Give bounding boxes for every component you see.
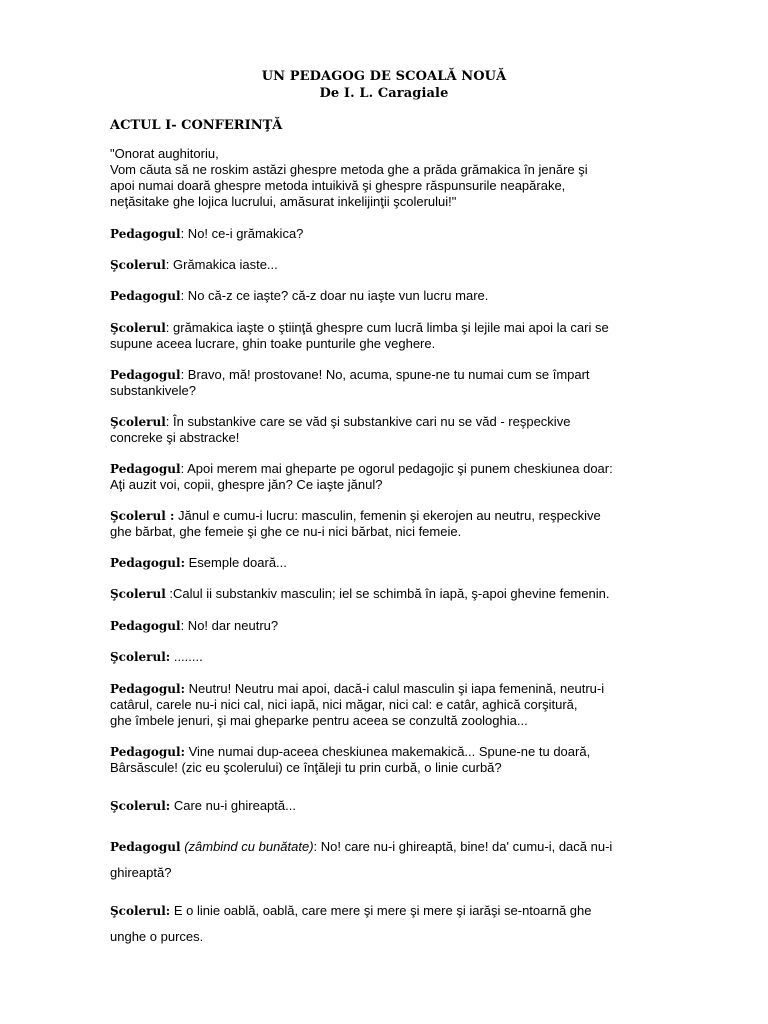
dialogue-text: Aţi auzit voi, copii, ghespre jăn? Ce iaşte jănul? <box>110 477 383 492</box>
dialogue-line-6 <box>110 414 710 446</box>
dialogue-line-13 <box>110 681 710 729</box>
speaker-label: Şcolerul <box>110 258 166 272</box>
dialogue-text: unghe o purces. <box>110 929 204 944</box>
dialogue-line-4 <box>110 320 710 352</box>
dialogue-text: : No că-z ce iaşte? că-z doar nu iaşte vun lucru mare. <box>180 288 489 303</box>
dialogue-line-12 <box>110 649 710 665</box>
dialogue-text: : În substankive care se văd şi substankive cari nu se văd - reşpeckive <box>165 414 571 429</box>
dialogue-text: ghe îmbele jenuri, şi mai gheparke pentru aceea se conzultă zoologhia... <box>110 713 528 728</box>
dialogue-text: Jănul e cumu-i lucru: masculin, femenin şi ekerojen au neutru, reşpeckive <box>174 508 601 523</box>
dialogue-text: ghe bărbat, ghe femeie şi ghe ce nu-i nici bărbat, nici femeie. <box>110 524 462 539</box>
dialogue-text: : Apoi merem mai gheparte pe ogorul pedagojic şi punem cheskiunea doar: <box>180 461 613 476</box>
dialogue-text: supune aceea lucrare, ghin toake punturile ghe veghere. <box>110 336 436 351</box>
speaker-label: Şcolerul <box>110 415 166 429</box>
speaker-label: Şcolerul <box>110 587 166 601</box>
dialogue-text: Neutru! Neutru mai apoi, dacă-i calul masculin şi iapa femenină, neutru-i <box>185 681 605 696</box>
dialogue-text: substankivele? <box>110 383 196 398</box>
dialogue-line-17 <box>110 898 710 949</box>
dialogue-line-3 <box>110 288 710 304</box>
dialogue-line-5 <box>110 367 710 399</box>
dialogue-line-1 <box>110 226 710 242</box>
dialogue-text: : No! care nu-i ghireaptă, bine! da' cumu-i, dacă nu-i <box>313 839 613 854</box>
speaker-label: Pedagogul <box>110 462 181 476</box>
dialogue-text: concreke şi abstracke! <box>110 430 240 445</box>
dialogue-line-2 <box>110 257 710 273</box>
speaker-label: Pedagogul <box>110 368 181 382</box>
act-heading: ACTUL I- CONFERINŢĂ <box>110 118 283 133</box>
stage-direction: (zâmbind cu bunătate) <box>180 839 314 854</box>
speaker-label: Pedagogul: <box>110 745 185 759</box>
dialogue-text: : Bravo, mă! prostovane! No, acuma, spune-ne tu numai cum se împart <box>180 367 590 382</box>
dialogue-line-8 <box>110 508 710 540</box>
dialogue-line-14 <box>110 744 710 776</box>
dialogue-text: : grămakica iaşte o ştiinţă ghespre cum lucră limba şi lejile mai apoi la cari se <box>165 320 609 335</box>
document-author: De I. L. Caragiale <box>319 86 449 101</box>
dialogue-text: :Calul ii substankiv masculin; iel se schimbă în iapă, ş-apoi ghevine femenin. <box>165 586 610 601</box>
speaker-label: Pedagogul <box>110 227 181 241</box>
dialogue-text: Esemple doară... <box>185 555 287 570</box>
dialogue-text: Bârsăscule! (zic eu şcolerului) ce înţăleji tu prin curbă, o linie curbă? <box>110 760 502 775</box>
speaker-label: Pedagogul <box>110 840 181 854</box>
speaker-label: Pedagogul <box>110 289 181 303</box>
intro-line: neţăsitake ghe lojica lucrului, amăsurat inkelijinţii şcolerului!" <box>110 194 457 209</box>
intro-line: "Onorat aughitoriu, <box>110 146 219 161</box>
dialogue-text: ghireaptă? <box>110 865 172 880</box>
speaker-label: Şcolerul: <box>110 799 171 813</box>
dialogue-line-15 <box>110 798 710 814</box>
dialogue-line-7 <box>110 461 710 493</box>
dialogue-line-16 <box>110 834 710 885</box>
dialogue-line-9 <box>110 555 710 571</box>
dialogue-text: E o linie oablă, oablă, care mere şi mere şi mere şi iarăşi se-ntoarnă ghe <box>170 903 592 918</box>
intro-paragraph <box>110 146 710 210</box>
dialogue-text: : Grămakica iaste... <box>165 257 278 272</box>
dialogue-text: : No! ce-i grămakica? <box>180 226 304 241</box>
dialogue-text: ........ <box>170 649 203 664</box>
speaker-label: Şcolerul : <box>110 509 175 523</box>
dialogue-text: catârul, carele nu-i nici cal, nici iapă, nici măgar, nici cal: e catâr, aghică corşitură, <box>110 697 578 712</box>
speaker-label: Şcolerul: <box>110 904 171 918</box>
document-title: UN PEDAGOG DE SCOALĂ NOUĂ <box>261 69 507 84</box>
dialogue-text: Vine numai dup-aceea cheskiunea makemakică... Spune-ne tu doară, <box>185 744 591 759</box>
dialogue-line-10 <box>110 586 710 602</box>
speaker-label: Pedagogul <box>110 619 181 633</box>
intro-line: Vom căuta să ne roskim astăzi ghespre metoda ghe a prăda grămakica în jenăre şi <box>110 162 588 177</box>
speaker-label: Şcolerul: <box>110 650 171 664</box>
speaker-label: Şcolerul <box>110 321 166 335</box>
speaker-label: Pedagogul: <box>110 682 185 696</box>
dialogue-text: : No! dar neutru? <box>180 618 279 633</box>
intro-line: apoi numai doară ghespre metoda intuikivă şi ghespre răspunsurile neapărake, <box>110 178 566 193</box>
dialogue-line-11 <box>110 618 710 634</box>
dialogue-text: Care nu-i ghireaptă... <box>170 798 296 813</box>
speaker-label: Pedagogul: <box>110 556 185 570</box>
